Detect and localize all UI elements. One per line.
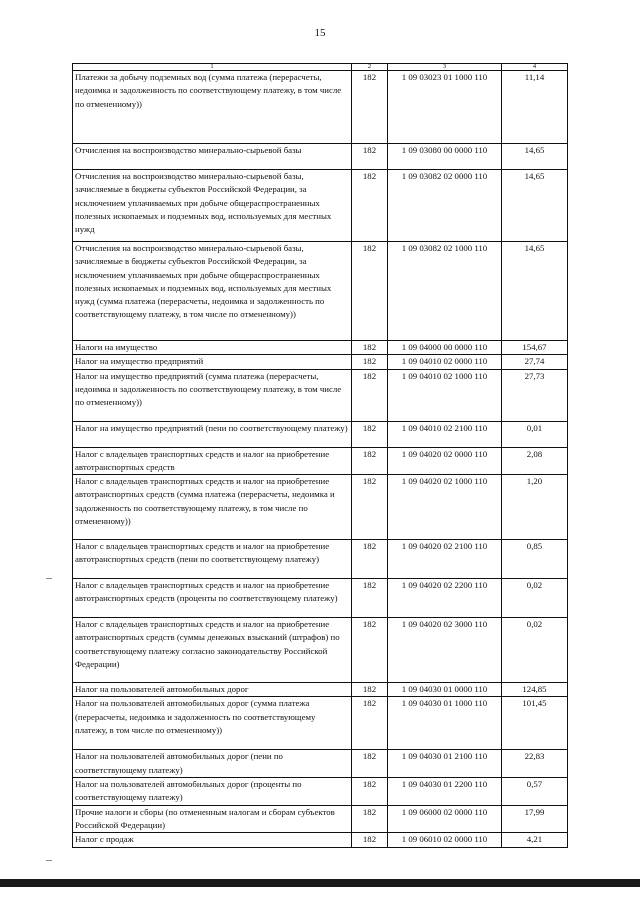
table-row xyxy=(73,421,568,447)
row-amount: 22,83 xyxy=(502,750,568,778)
row-classification-code: 1 09 04010 02 2100 110 xyxy=(388,421,502,447)
row-admin-code: 182 xyxy=(352,447,388,475)
row-amount: 0,01 xyxy=(502,421,568,447)
row-amount: 17,99 xyxy=(502,805,568,833)
row-classification-code: 1 09 04020 02 1000 110 xyxy=(388,475,502,540)
row-admin-code: 182 xyxy=(352,778,388,806)
row-description: Налог с владельцев транспортных средств и налог на приобретение автотранспортных средств xyxy=(73,447,352,475)
margin-mark xyxy=(46,578,52,579)
row-amount: 14,65 xyxy=(502,170,568,242)
row-classification-code: 1 09 04020 02 0000 110 xyxy=(388,447,502,475)
table-row xyxy=(73,618,568,683)
row-classification-code: 1 09 04030 01 0000 110 xyxy=(388,683,502,697)
row-description: Налог с владельцев транспортных средств и налог на приобретение автотранспортных средств (сумма платежа (перерасчеты, недоимка и задолженность по соответствующему платежу, в том числе по отмененному)) xyxy=(73,475,352,540)
table-row xyxy=(73,341,568,355)
row-classification-code: 1 09 04030 01 1000 110 xyxy=(388,697,502,750)
row-amount: 0,57 xyxy=(502,778,568,806)
row-classification-code: 1 09 04030 01 2200 110 xyxy=(388,778,502,806)
table-row xyxy=(73,144,568,170)
row-amount: 154,67 xyxy=(502,341,568,355)
row-description: Отчисления на воспроизводство минерально-сырьевой базы xyxy=(73,144,352,170)
row-amount: 101,45 xyxy=(502,697,568,750)
row-admin-code: 182 xyxy=(352,170,388,242)
table-row xyxy=(73,369,568,421)
row-description: Налог на пользователей автомобильных дорог xyxy=(73,683,352,697)
row-description: Налог на имущество предприятий (сумма платежа (перерасчеты, недоимка и задолженность по соответствующему платежу, в том числе по отмененному)) xyxy=(73,369,352,421)
row-admin-code: 182 xyxy=(352,697,388,750)
table-row xyxy=(73,750,568,778)
row-classification-code: 1 09 04020 02 2100 110 xyxy=(388,540,502,579)
row-description: Прочие налоги и сборы (по отмененным налогам и сборам субъектов Российской Федерации) xyxy=(73,805,352,833)
header-col-3: 3 xyxy=(388,64,502,71)
header-col-1: 1 xyxy=(73,64,352,71)
row-amount: 27,73 xyxy=(502,369,568,421)
row-description: Налог с владельцев транспортных средств и налог на приобретение автотранспортных средств (суммы денежных взысканий (штрафов) по соответствующему платежу согласно законодательству Российской Федерации) xyxy=(73,618,352,683)
row-amount: 4,21 xyxy=(502,833,568,847)
row-classification-code: 1 09 06010 02 0000 110 xyxy=(388,833,502,847)
row-description: Налог с продаж xyxy=(73,833,352,847)
row-classification-code: 1 09 03023 01 1000 110 xyxy=(388,71,502,144)
row-amount: 27,74 xyxy=(502,355,568,369)
row-amount: 1,20 xyxy=(502,475,568,540)
row-classification-code: 1 09 04010 02 1000 110 xyxy=(388,369,502,421)
row-description: Налог на имущество предприятий (пени по соответствующему платежу) xyxy=(73,421,352,447)
row-admin-code: 182 xyxy=(352,144,388,170)
row-description: Налог на имущество предприятий xyxy=(73,355,352,369)
table-row xyxy=(73,697,568,750)
row-classification-code: 1 09 03080 00 0000 110 xyxy=(388,144,502,170)
row-admin-code: 182 xyxy=(352,805,388,833)
bottom-bar xyxy=(0,879,640,887)
table-row xyxy=(73,242,568,341)
row-classification-code: 1 09 04030 01 2100 110 xyxy=(388,750,502,778)
row-amount: 0,02 xyxy=(502,618,568,683)
row-description: Платежи за добычу подземных вод (сумма платежа (перерасчеты, недоимка и задолженность по соответствующему платежу, в том числе по отмененному)) xyxy=(73,71,352,144)
table-row xyxy=(73,683,568,697)
row-admin-code: 182 xyxy=(352,242,388,341)
row-admin-code: 182 xyxy=(352,71,388,144)
row-amount: 14,65 xyxy=(502,242,568,341)
row-admin-code: 182 xyxy=(352,341,388,355)
row-description: Налог на пользователей автомобильных дорог (пени по соответствующему платежу) xyxy=(73,750,352,778)
header-col-4: 4 xyxy=(502,64,568,71)
row-admin-code: 182 xyxy=(352,683,388,697)
table-row xyxy=(73,475,568,540)
row-admin-code: 182 xyxy=(352,355,388,369)
table-row xyxy=(73,170,568,242)
row-description: Налог с владельцев транспортных средств и налог на приобретение автотранспортных средств (пени по соответствующему платежу) xyxy=(73,540,352,579)
row-admin-code: 182 xyxy=(352,750,388,778)
table-row xyxy=(73,447,568,475)
row-classification-code: 1 09 04000 00 0000 110 xyxy=(388,341,502,355)
header-row xyxy=(73,64,568,71)
margin-mark xyxy=(46,860,52,861)
header-col-2: 2 xyxy=(352,64,388,71)
table-row xyxy=(73,540,568,579)
row-admin-code: 182 xyxy=(352,618,388,683)
row-admin-code: 182 xyxy=(352,540,388,579)
page-number: 15 xyxy=(314,27,326,39)
row-classification-code: 1 09 04010 02 0000 110 xyxy=(388,355,502,369)
row-admin-code: 182 xyxy=(352,421,388,447)
row-description: Налог на пользователей автомобильных дорог (сумма платежа (перерасчеты, недоимка и задолженность по соответствующему платежу, в том числе по отмененному)) xyxy=(73,697,352,750)
row-classification-code: 1 09 04020 02 3000 110 xyxy=(388,618,502,683)
row-amount: 2,08 xyxy=(502,447,568,475)
row-amount: 0,85 xyxy=(502,540,568,579)
table-row xyxy=(73,355,568,369)
row-admin-code: 182 xyxy=(352,475,388,540)
row-classification-code: 1 09 03082 02 1000 110 xyxy=(388,242,502,341)
table-row xyxy=(73,579,568,618)
row-admin-code: 182 xyxy=(352,833,388,847)
revenue-table xyxy=(72,63,568,848)
table-body xyxy=(73,71,568,848)
row-amount: 11,14 xyxy=(502,71,568,144)
row-classification-code: 1 09 03082 02 0000 110 xyxy=(388,170,502,242)
row-admin-code: 182 xyxy=(352,579,388,618)
row-classification-code: 1 09 06000 02 0000 110 xyxy=(388,805,502,833)
row-admin-code: 182 xyxy=(352,369,388,421)
row-description: Налог с владельцев транспортных средств и налог на приобретение автотранспортных средств (проценты по соответствующему платежу) xyxy=(73,579,352,618)
row-amount: 0,02 xyxy=(502,579,568,618)
table-row xyxy=(73,71,568,144)
row-amount: 124,85 xyxy=(502,683,568,697)
row-description: Отчисления на воспроизводство минерально-сырьевой базы, зачисляемые в бюджеты субъектов Российской Федерации, за исключением уплачиваемых при добыче общераспространенных полезных ископаемых и подземных вод, используемых для местных нужд xyxy=(73,170,352,242)
row-description: Отчисления на воспроизводство минерально-сырьевой базы, зачисляемые в бюджеты субъектов Российской Федерации, за исключением уплачиваемых при добыче общераспространенных полезных ископаемых и подземных вод, используемых для местных нужд (сумма платежа (перерасчеты, недоимка и задолженность по соответствующему платежу, в том числе по отмененному)) xyxy=(73,242,352,341)
table-row xyxy=(73,778,568,806)
row-description: Налог на пользователей автомобильных дорог (проценты по соответствующему платежу) xyxy=(73,778,352,806)
row-amount: 14,65 xyxy=(502,144,568,170)
row-description: Налоги на имущество xyxy=(73,341,352,355)
table-row xyxy=(73,833,568,847)
table-row xyxy=(73,805,568,833)
row-classification-code: 1 09 04020 02 2200 110 xyxy=(388,579,502,618)
